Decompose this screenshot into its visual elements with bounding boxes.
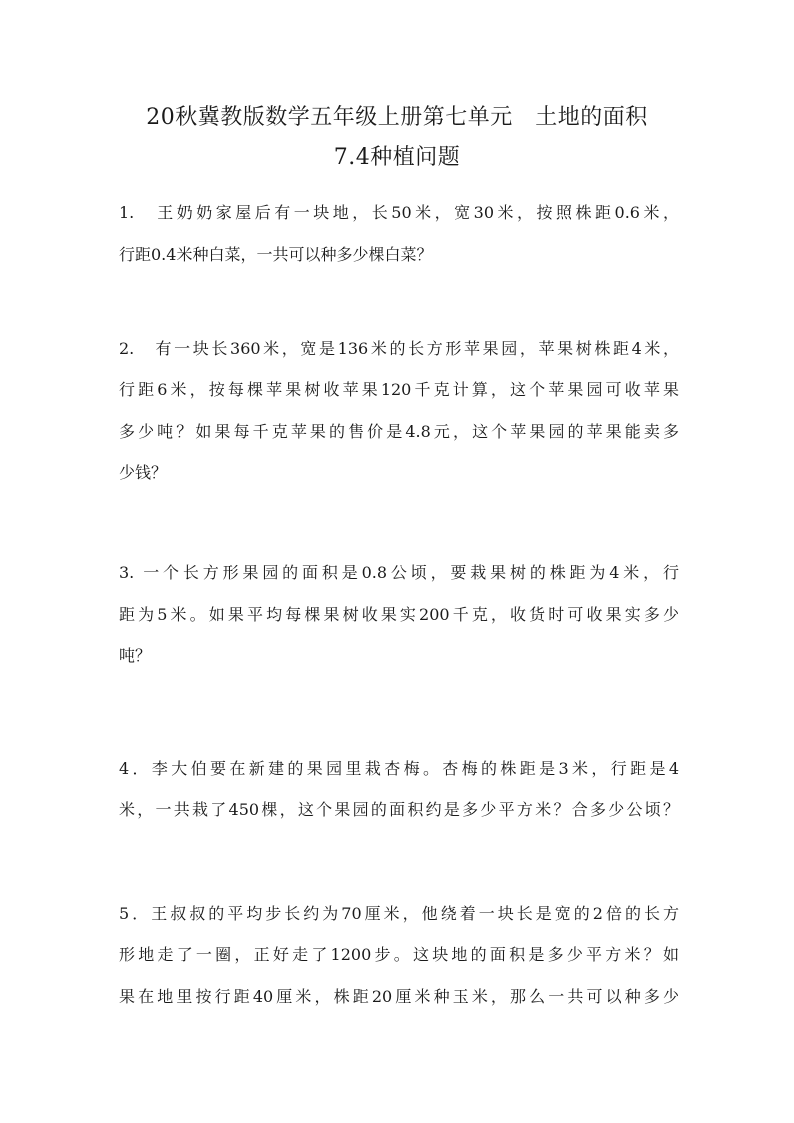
question-2-line-3: 多少吨？如果每千克苹果的售价是4.8元，这个苹果园的苹果能卖多 [119, 422, 679, 441]
question-5-line-2: 形地走了一圈，正好走了1200步。这块地的面积是多少平方米？如 [119, 945, 679, 964]
question-3-line-1: 3. 一个长方形果园的面积是0.8公顷，要栽果树的株距为4米，行 [119, 563, 679, 582]
document-subtitle: 7.4种植问题 [333, 145, 461, 170]
question-2-line-1: 2. 有一块长360米，宽是136米的长方形苹果园，苹果树株距4米， [119, 339, 679, 358]
question-3-line-3: 吨？ [119, 646, 152, 665]
question-5-line-1: 5．王叔叔的平均步长约为70厘米，他绕着一块长是宽的2倍的长方 [119, 904, 679, 923]
question-3-line-2: 距为5米。如果平均每棵果树收果实200千克，收货时可收果实多少 [119, 605, 679, 624]
question-2-line-2: 行距6米，按每棵苹果树收苹果120千克计算，这个苹果园可收苹果 [119, 380, 679, 399]
question-4-line-2: 米，一共栽了450棵，这个果园的面积约是多少平方米？合多少公顷？ [119, 800, 679, 819]
question-1-line-1: 1. 王奶奶家屋后有一块地，长50米，宽30米，按照株距0.6米， [119, 203, 679, 222]
question-2-line-4: 少钱？ [119, 463, 168, 482]
question-5-line-3: 果在地里按行距40厘米，株距20厘米种玉米，那么一共可以种多少 [119, 987, 679, 1006]
question-4-line-1: 4．李大伯要在新建的果园里栽杏梅。杏梅的株距是3米，行距是4 [119, 759, 679, 778]
question-1-line-2: 行距0.4米种白菜，一共可以种多少棵白菜？ [119, 245, 433, 264]
document-title: 20秋冀教版数学五年级上册第七单元 土地的面积 [146, 105, 648, 130]
